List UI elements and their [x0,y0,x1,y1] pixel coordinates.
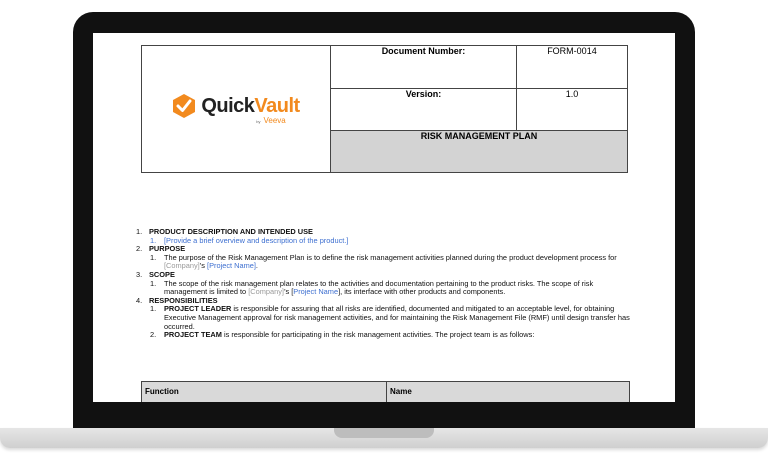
document-screen [93,33,675,402]
column-header-function: Function [142,382,387,402]
logo-wordmark: QuickVault [201,94,300,117]
laptop-notch [334,428,434,438]
list-item: 1. The purpose of the Risk Management Plan is to define the risk management activities planned during the product development process for [Company]’s [Project Name]. [150,252,617,271]
version-value: 1.0 [516,88,627,131]
document-body [136,228,631,340]
list-item: 2. PROJECT TEAM is responsible for participating in the risk management activities. The project team is as follows: [150,330,535,340]
list-item: 1. [Provide a brief overview and description of the product.] [150,235,349,245]
column-header-name: Name [390,387,412,396]
logo-byline: by Veeva [256,116,286,125]
section-purpose: 2. PURPOSE [136,244,186,254]
list-item: 1. The scope of the risk management plan relates to the activities and documentation pertaining to the product risks. The scope of risk management is limited to [Company]’s [Project Name], its interface with other products and components. [150,278,594,297]
document-title: RISK MANAGEMENT PLAN [331,131,628,173]
section-product-description: 1. PRODUCT DESCRIPTION AND INTENDED USE [136,227,313,236]
doc-number-value: FORM-0014 [516,46,627,89]
checkmark-shield-icon [172,93,196,119]
project-team-table-header [141,381,630,402]
logo-cell [142,46,331,173]
section-scope: 3. SCOPE [136,269,175,279]
section-responsibilities: 4. RESPONSIBILITIES [136,295,218,305]
doc-number-label: Document Number: [331,46,517,89]
version-label: Version: [331,88,517,131]
document-header-table [141,45,628,173]
list-item: 1. PROJECT LEADER is responsible for assuring that all risks are identified, documented and mitigated to an acceptable level, for obtaining Executive Management approval for risk management activities, and for maintaining the Risk Management File (RMF) until design transfer has occurred. [150,304,630,331]
quickvault-logo [142,46,330,172]
